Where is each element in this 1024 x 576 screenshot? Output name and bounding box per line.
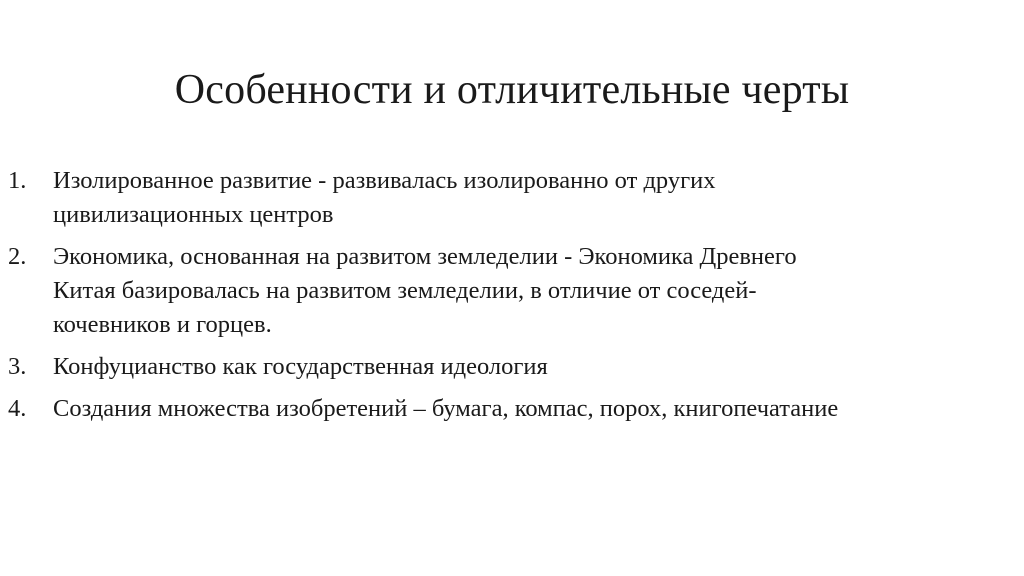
list-item-number: 1. bbox=[8, 167, 27, 194]
list-item-text: Конфуцианство как государственная идеология bbox=[53, 353, 548, 380]
features-list bbox=[8, 164, 1012, 434]
list-item-number: 2. bbox=[8, 243, 27, 270]
list-item bbox=[8, 240, 1012, 342]
list-item-text: Создания множества изобретений – бумага, компас, порох, книгопечатание bbox=[53, 395, 839, 422]
slide-title: Особенности и отличительные черты bbox=[174, 67, 850, 113]
list-item-number: 3. bbox=[8, 353, 27, 380]
list-item bbox=[8, 350, 1012, 384]
list-item bbox=[8, 164, 1012, 232]
list-item bbox=[8, 392, 1012, 426]
list-item-text: Изолированное развитие - развивалась изолированно от других цивилизационных центров bbox=[53, 167, 716, 228]
list-item-text: Экономика, основанная на развитом земледелии - Экономика Древнего Китая базировалась на развитом земледелии, в отличие от соседей- кочевников и горцев. bbox=[53, 243, 797, 338]
list-item-number: 4. bbox=[8, 395, 27, 422]
